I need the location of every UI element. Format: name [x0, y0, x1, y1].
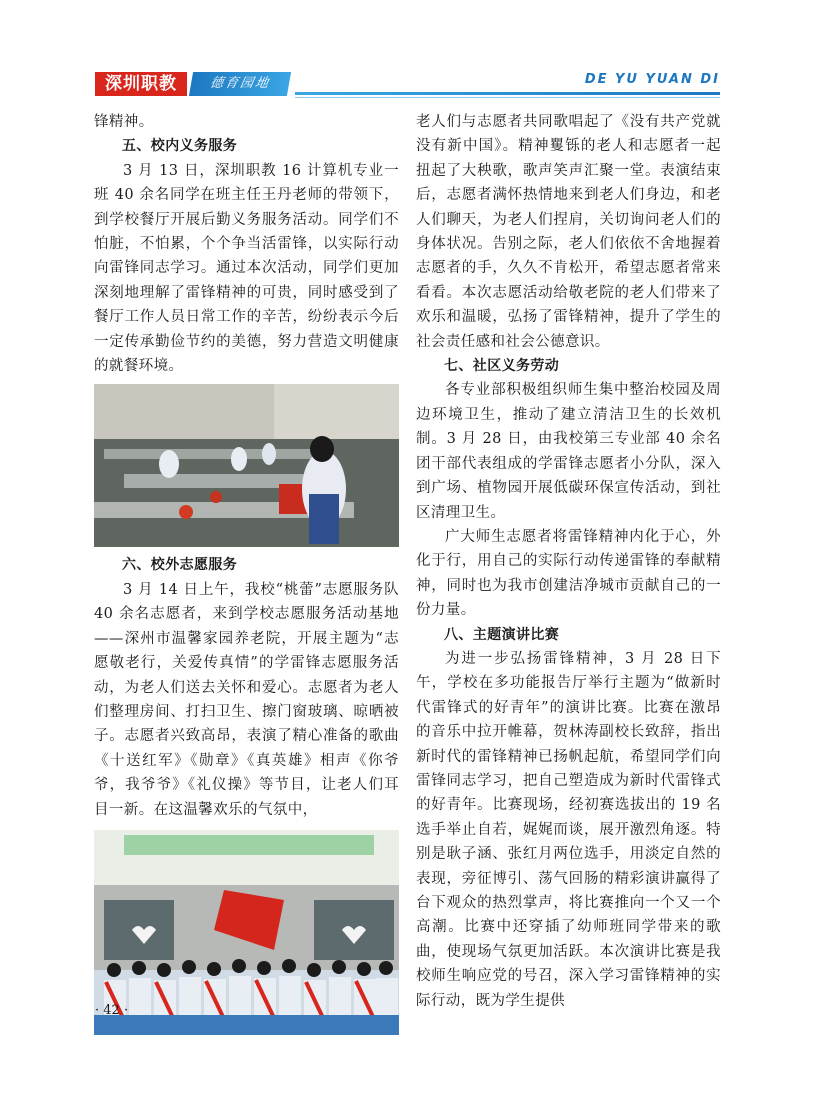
header-rule: [295, 92, 720, 95]
brand-label: 深圳职教: [95, 72, 187, 96]
paragraph: 老人们与志愿者共同歌唱起了《没有共产党就没有新中国》。精神矍铄的老人和志愿者一起扭起了大秧歌，歌声笑声汇聚一堂。表演结束后，志愿者满怀热情地来到老人们身边，和老人们聊天，为老人们捏肩，关切询问老人们的身体状况。告别之际，老人们依依不舍地握着志愿者的手，久久不肯松开，希望志愿者常来看看。本次志愿活动给敬老院的老人们带来了欢乐和温暖，弘扬了雷锋精神，提升了学生的社会责任感和社会公德意识。: [416, 114, 721, 350]
left-column: [94, 110, 399, 1041]
column-tag: 德育园地: [189, 72, 291, 96]
section-heading: 七、社区义务劳动: [444, 358, 560, 375]
section-heading: 五、校内义务服务: [122, 138, 238, 155]
section-heading: 八、主题演讲比赛: [444, 626, 560, 643]
section-title: DE YU YUAN DI: [584, 72, 720, 87]
paragraph: 广大师生志愿者将雷锋精神内化于心，外化于行，用自己的实际行动传递雷锋的奉献精神，同时也为我市创建洁净城市贡献自己的一份力量。: [416, 528, 721, 619]
paragraph: 3 月 14 日上午，我校“桃蕾”志愿服务队 40 余名志愿者，来到学校志愿服务活动基地——深州市温馨家园养老院，开展主题为“志愿敬老行，关爱传真情”的学雷锋志愿服务活动，为老人们送去关怀和爱心。志愿者为老人们整理房间、打扫卫生、擦门窗玻璃、晾晒被子。志愿者兴致高昂，表演了精心准备的歌曲《十送红军》《勋章》《真英雄》相声《你爷爷，我爷爷》《礼仪操》等节目，让老人们耳目一新。在这温馨欢乐的气氛中，: [94, 581, 399, 818]
page-header: [95, 70, 720, 100]
section-heading: 六、校外志愿服务: [122, 557, 238, 574]
paragraph: 各专业部积极组织师生集中整治校园及周边环境卫生，推动了建立清洁卫生的长效机制。3 月 28 日，由我校第三专业部 40 余名团干部代表组成的学雷锋志愿者小分队，深入到广场、植物园开展低碳环保宣传活动，到社区清理卫生。: [416, 382, 721, 521]
nursing-home-volunteers-photo: [94, 830, 399, 1035]
paragraph: 锋精神。: [94, 114, 154, 130]
page-number: · 42 ·: [95, 1003, 129, 1018]
header-rule-thin: [295, 97, 720, 98]
right-column: [416, 110, 721, 1013]
paragraph: 3 月 13 日，深圳职教 16 计算机专业一班 40 余名同学在班主任王丹老师的带领下，到学校餐厅开展后勤义务服务活动。同学们不怕脏，不怕累，个个争当活雷锋，以实际行动向雷锋同志学习。通过本次活动，同学们更加深刻地理解了雷锋精神的可贵，同时感受到了餐厅工作人员日常工作的辛苦，纷纷表示今后一定传承勤俭节约的美德，努力营造文明健康的就餐环境。: [94, 162, 399, 375]
paragraph: 为进一步弘扬雷锋精神，3 月 28 日下午，学校在多功能报告厅举行主题为“做新时代雷锋式的好青年”的演讲比赛。比赛在激昂的音乐中拉开帷幕，贺林涛副校长致辞，指出新时代的雷锋精神已扬帆起航，希望同学们向雷锋同志学习，把自己塑造成为新时代雷锋式的好青年。比赛现场，经初赛选拔出的 19 名选手举止自若，娓娓而谈，展开激烈角逐。特别是耿子涵、张红月两位选手，用淡定自然的表现，旁征博引、荡气回肠的精彩演讲赢得了台下观众的热烈掌声，将比赛推向一个又一个高潮。比赛中还穿插了幼师班同学带来的歌曲，使现场气氛更加活跃。本次演讲比赛是我校师生响应党的号召，深入学习雷锋精神的实际行动，既为学生提供: [416, 650, 721, 1009]
canteen-cleaning-photo: [94, 384, 399, 547]
